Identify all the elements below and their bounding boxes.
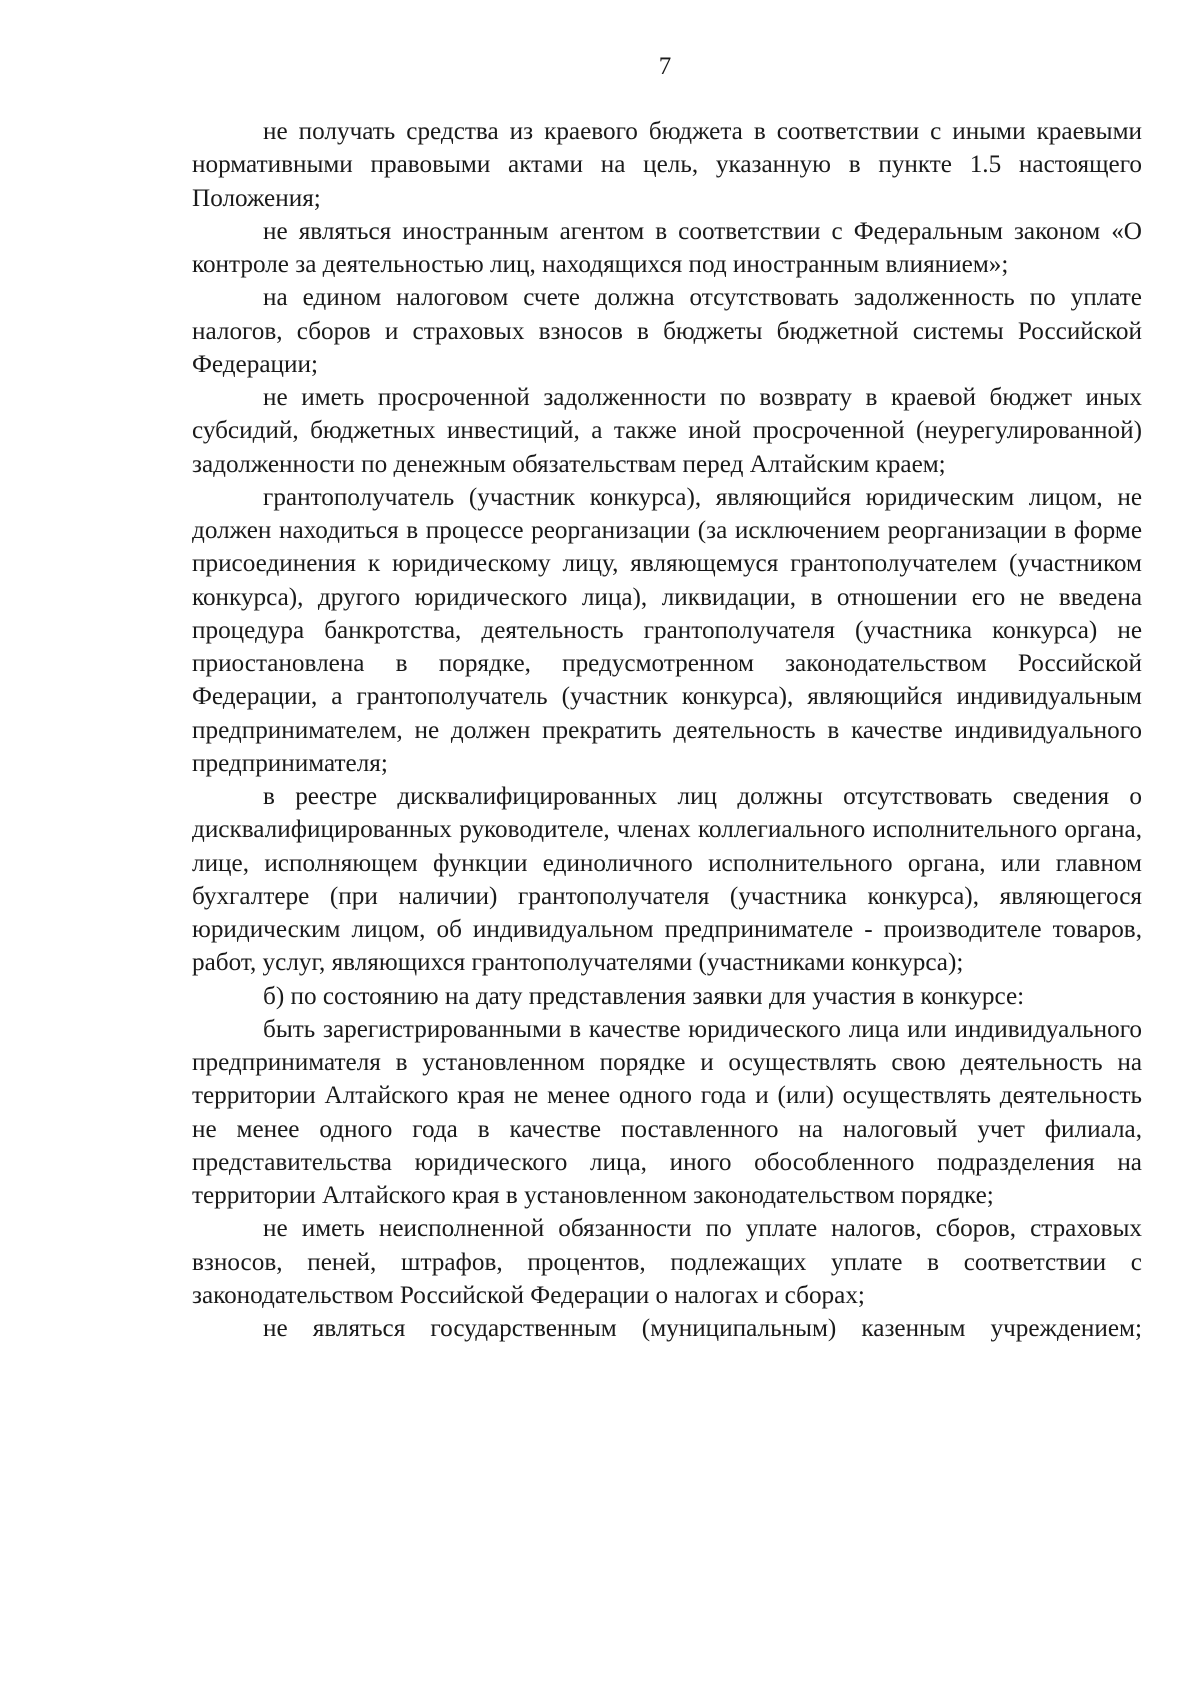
- paragraph-tax-account-debt: на едином налоговом счете должна отсутствовать задолженность по уплате налогов, сборов и страховых взносов в бюджеты бюджетной системы Российской Федерации;: [192, 284, 1142, 378]
- paragraph-reorganization: грантополучатель (участник конкурса), являющийся юридическим лицом, не должен находиться в процессе реорганизации (за исключением реорганизации в форме присоединения к юридическому лицу, являющемуся грантополучателем (участником конкурса), другого юридического лица), ликвидации, в отношении его не введена процедура банкротства, деятельность грантополучателя (участника конкурса) не приостановлена в порядке, предусмотренном законодательством Российской Федерации, а грантополучатель (участник конкурса), являющийся индивидуальным предпринимателем, не должен прекратить деятельность в качестве индивидуального предпринимателя;: [192, 483, 1142, 777]
- paragraph-state-institution: не являться государственным (муниципальным) казенным учреждением;: [263, 1315, 1142, 1342]
- paragraph-foreign-agent: не являться иностранным агентом в соответствии с Федеральным законом «О контроле за деятельностью лиц, находящихся под иностранным влиянием»;: [192, 217, 1142, 278]
- document-body: [192, 115, 1142, 1345]
- paragraph-budget-funds: не получать средства из краевого бюджета в соответствии с иными краевыми нормативными правовыми актами на цель, указанную в пункте 1.5 настоящего Положения;: [192, 118, 1142, 212]
- paragraph-tax-obligations: не иметь неисполненной обязанности по уплате налогов, сборов, страховых взносов, пеней, штрафов, процентов, подлежащих уплате в соответствии с законодательством Российской Федерации о налогах и сборах;: [192, 1215, 1142, 1309]
- paragraph-disqualified-registry: в реестре дисквалифицированных лиц должны отсутствовать сведения о дисквалифицированных руководителе, членах коллегиального исполнительного органа, лице, исполняющем функции единоличного исполнительного органа, или главном бухгалтере (при наличии) грантополучателя (участника конкурса), являющегося юридическим лицом, об индивидуальном предпринимателе - производителе товаров, работ, услуг, являющихся грантополучателями (участниками конкурса);: [192, 783, 1142, 977]
- paragraph-overdue-debt: не иметь просроченной задолженности по возврату в краевой бюджет иных субсидий, бюджетных инвестиций, а также иной просроченной (неурегулированной) задолженности по денежным обязательствам перед Алтайским краем;: [192, 384, 1142, 478]
- paragraph-registration: быть зарегистрированными в качестве юридического лица или индивидуального предпринимателя в установленном порядке и осуществлять свою деятельность на территории Алтайского края не менее одного года и (или) осуществлять деятельность не менее одного года в качестве поставленного на налоговый учет филиала, представительства юридического лица, иного обособленного подразделения на территории Алтайского края в установленном законодательством порядке;: [192, 1015, 1142, 1209]
- paragraph-application-date: б) по состоянию на дату представления заявки для участия в конкурсе:: [263, 982, 1025, 1010]
- page-number: 7: [658, 53, 672, 80]
